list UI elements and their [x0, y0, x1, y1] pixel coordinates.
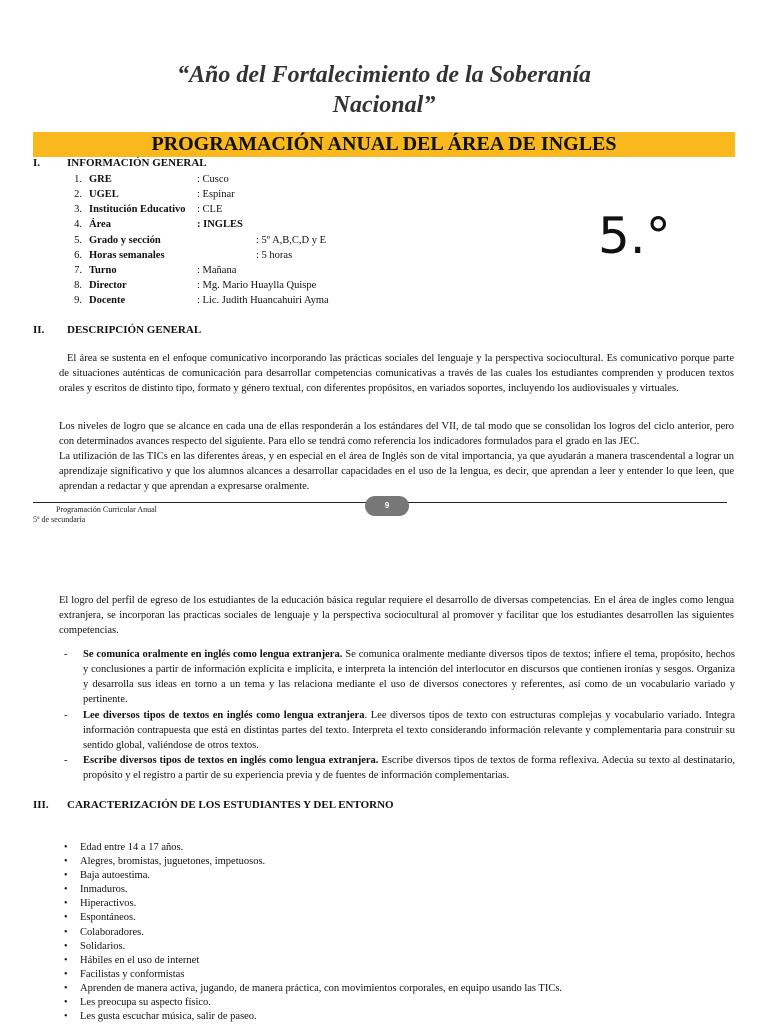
section-title: DESCRIPCIÓN GENERAL [67, 324, 202, 336]
section-number: III. [33, 799, 49, 811]
competency-title: Se comunica oralmente en inglés como lengua extranjera. [83, 649, 343, 660]
info-value: : Espinar [197, 189, 235, 200]
list-item: • Facilistas y conformistas [63, 968, 743, 982]
list-item: • Alegres, bromistas, juguetones, impetuosos. [63, 855, 743, 869]
info-value: : 5º A,B,C,D y E [256, 235, 327, 246]
info-row-director [70, 278, 430, 293]
competency-item-writing [64, 753, 735, 783]
competency-title: Lee diversos tipos de textos en inglés como lengua extranjera [83, 710, 365, 721]
section-title: INFORMACIÓN GENERAL [67, 157, 207, 169]
info-number: 5. [74, 235, 82, 246]
info-value: : CLE [197, 204, 223, 215]
description-paragraph-1 [59, 351, 734, 396]
dash-marker: - [64, 755, 68, 766]
document-title: PROGRAMACIÓN ANUAL DEL ÁREA DE INGLES [151, 133, 617, 155]
list-item: • Edad entre 14 a 17 años. [63, 841, 743, 855]
competency-item-reading [64, 708, 735, 753]
info-number: 8. [74, 280, 82, 291]
list-item: • Colaboradores. [63, 926, 743, 940]
info-label: Turno [89, 265, 117, 276]
section-heading-general-info [33, 156, 433, 170]
paragraph-text: La utilización de las TICs en las diferentes áreas, y en especial en el área de Inglés son de vital importancia, ya que ayudarán a manera trascendental a lograr un aprendizaje significativo y que los alumnos alcances a desarrollar capacidades en el uso de la lengua, es decir, que aprendan a leer y entender lo que leen, que aprendan a redactar y que aprendan a expresarse oralmente. [59, 451, 734, 492]
info-number: 3. [74, 204, 82, 215]
info-number: 2. [74, 189, 82, 200]
list-item: • Hiperactivos. [63, 897, 743, 911]
info-row-gre [70, 172, 430, 187]
competency-text: Escribe diversos tipos de textos de forma reflexiva. Adecúa su texto al destinatario, propósito y el registro a partir de su experiencia previa y de fuentes de información complementarias. [83, 755, 736, 781]
competency-text: . Lee diversos tipos de texto con estructuras complejas y vocabulario variado. Integra información contrapuesta que está en distintas partes del texto. Interpreta el texto considerando información relevante y complementaria para construir su sentido global, valiéndose de otros textos. [83, 710, 736, 751]
info-number: 7. [74, 265, 82, 276]
list-item: • Inmaduros. [63, 883, 743, 897]
motto-line-1: “Año del Fortalecimiento de la Soberanía [176, 62, 591, 88]
competency-item-oral [64, 647, 735, 707]
info-row-area [70, 217, 430, 232]
motto-line-2: Nacional” [332, 92, 436, 118]
info-value: : 5 horas [256, 250, 293, 261]
section-title: CARACTERIZACIÓN DE LOS ESTUDIANTES Y DEL ENTORNO [67, 799, 394, 811]
list-item: • Baja autoestima. [63, 869, 743, 883]
grade-label: 5.° [598, 207, 671, 265]
section-number: II. [33, 324, 45, 336]
info-label: Docente [89, 295, 126, 306]
student-traits-list [63, 841, 743, 1024]
info-value: : Mañana [197, 265, 237, 276]
info-row-shift [70, 263, 430, 278]
info-label: Institución Educativo [89, 204, 186, 215]
list-item: • Espontáneos. [63, 911, 743, 925]
info-row-weekly-hours [70, 248, 430, 263]
footer-title: Programación Curricular Anual [56, 505, 157, 514]
paragraph-text: Los niveles de logro que se alcance en cada una de ellas responderán a los estándares del VII, de tal modo que se consolidan los logros del ciclo anterior, pero con determinados avances respecto del siguiente. Para ello se tendrá como referencia los indicadores formulados para el grado en las JEC. [59, 421, 734, 447]
section-number: I. [33, 157, 41, 169]
competency-title: Escribe diversos tipos de textos en inglés como lengua extranjera. [83, 755, 379, 766]
footer-subtitle: 5º de secundaria [33, 515, 86, 524]
list-item: • Solidarios. [63, 940, 743, 954]
description-paragraph-2 [59, 419, 734, 494]
info-row-institution [70, 202, 430, 217]
competencies-intro [59, 593, 734, 638]
info-value: : INGLES [197, 219, 243, 230]
info-row-grade-section [70, 233, 430, 248]
info-label: Director [89, 280, 127, 291]
info-row-ugel [70, 187, 430, 202]
info-value: : Lic. Judith Huancahuiri Ayma [197, 295, 329, 306]
info-label: Área [89, 219, 111, 230]
list-item: • Les gusta escuchar música, salir de paseo. [63, 1010, 743, 1024]
section-heading-description [33, 323, 433, 337]
info-label: Grado y sección [89, 235, 161, 246]
info-value: : Mg. Mario Huaylla Quispe [197, 280, 317, 291]
info-number: 4. [74, 219, 82, 230]
dash-marker: - [64, 710, 68, 721]
section-heading-characterization [33, 798, 533, 812]
page-number-badge: 9 [365, 496, 409, 516]
info-label: UGEL [89, 189, 119, 200]
competency-text: Se comunica oralmente mediante diversos tipos de textos; infiere el tema, propósito, hechos y conclusiones a partir de información explícita e implícita, e interpreta la intención del interlocutor en discursos que contienen ironías y sesgos. Organiza y desarrolla sus ideas en torno a un tema y las relaciona mediante el uso de diversos conectores y referentes, así como de un vocabulario variado y pertinente. [83, 649, 735, 705]
info-label: GRE [89, 174, 112, 185]
dash-marker: - [64, 649, 68, 660]
paragraph-text: El logro del perfil de egreso de los estudiantes de la educación básica regular requiere el desarrollo de diversas competencias. En el área de ingles como lengua extranjera, se incorporan las practicas sociales de lenguaje y la perspectiva sociocultural al promover y facilitar que los estudiantes desarrollen las siguientes competencias. [59, 595, 734, 636]
info-label: Horas semanales [89, 250, 165, 261]
title-banner [33, 132, 735, 157]
info-row-teacher [70, 293, 430, 308]
paragraph-text: El área se sustenta en el enfoque comunicativo incorporando las prácticas sociales del lenguaje y la perspectiva sociocultural. Es comunicativo porque parte de situaciones auténticas de comunicación para desarrollar competencias comunicativas a través de las cuales los estudiantes comprenden y producen textos orales y escritos de distinto tipo, formato y género textual, con diferentes propósitos, en variados soportes, incluyendo los audiovisuales y virtuales. [59, 353, 734, 394]
list-item: • Aprenden de manera activa, jugando, de manera práctica, con movimientos corporales, en equipo usando las TICs. [63, 982, 743, 996]
info-number: 1. [74, 174, 82, 185]
list-item: • Les preocupa su aspecto físico. [63, 996, 743, 1010]
info-value: : Cusco [197, 174, 229, 185]
info-number: 6. [74, 250, 82, 261]
info-number: 9. [74, 295, 82, 306]
list-item: • Hábiles en el uso de internet [63, 954, 743, 968]
